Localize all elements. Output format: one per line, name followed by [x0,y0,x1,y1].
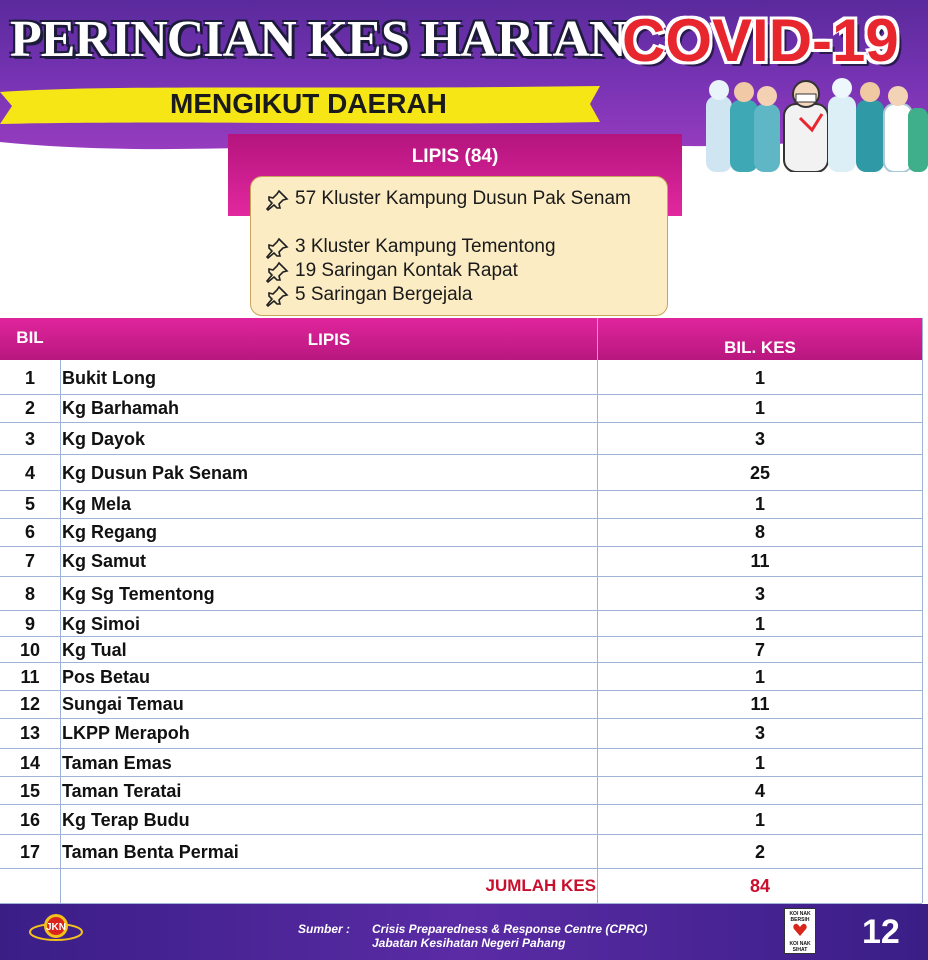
row-location: Sungai Temau [62,694,184,714]
table-row [0,490,922,518]
row-number: 7 [24,551,35,571]
row-location: Kg Simoi [62,614,141,634]
pin-icon [265,189,289,211]
row-case-count: 1 [754,398,765,418]
table-row [0,750,922,776]
row-case-count: 3 [754,723,765,743]
row-location: Kg Terap Budu [62,810,190,830]
summary-box [250,176,668,316]
row-divider [0,834,922,835]
column-header-bil-kes: BIL. KES [724,338,796,357]
row-location: Kg Sg Tementong [62,584,215,604]
row-case-count: 1 [754,810,765,830]
row-number: 17 [19,842,41,862]
row-case-count: 1 [754,614,765,634]
row-number: 15 [19,781,41,801]
jkn-logo [26,910,86,950]
table-row [0,836,922,868]
row-number: 10 [19,640,41,660]
row-number: 14 [19,753,41,773]
column-divider [597,318,598,903]
row-number: 12 [19,694,41,714]
table-row [0,690,922,718]
summary-item-text: 5 Saringan Bergejala [295,284,473,305]
table-row [0,664,922,690]
table-header [0,318,922,360]
row-location: Kg Dayok [62,429,146,449]
covid-title: COVID-19 [622,7,899,74]
total-label: JUMLAH KES [485,876,596,895]
row-case-count: 1 [754,753,765,773]
row-case-count: 7 [754,640,765,660]
row-number: 16 [19,810,41,830]
row-number: 4 [24,463,35,483]
summary-item-text: 3 Kluster Kampung Tementong [295,236,556,257]
row-location: Kg Regang [62,522,158,542]
row-location: Kg Barhamah [62,398,180,418]
row-case-count: 11 [750,551,770,571]
row-case-count: 11 [750,694,770,714]
row-location: Taman Emas [62,753,172,773]
column-header-lipis: LIPIS [307,330,351,349]
summary-item-text: 57 Kluster Kampung Dusun Pak Senam [295,188,631,209]
page-subtitle: MENGIKUT DAERAH [170,88,447,119]
row-location: Kg Tual [62,640,127,660]
summary-title: LIPIS (84) [411,146,499,167]
row-case-count: 25 [749,463,771,483]
heart-icon [793,923,807,937]
row-number: 2 [24,398,35,418]
table-row [0,394,922,422]
row-divider [0,662,922,663]
row-case-count: 1 [754,667,765,687]
source-line-2: Jabatan Kesihatan Negeri Pahang [372,936,566,950]
row-divider [0,454,922,455]
row-case-count: 4 [754,781,765,801]
column-divider [922,318,923,903]
table-row [0,362,922,394]
pin-icon [265,237,289,259]
row-location: Bukit Long [62,368,156,388]
table-row [0,546,922,576]
column-header-bil: BIL [16,328,44,347]
badge-bottom-text: KOI NAK SIHAT [789,941,811,953]
summary-item-text: 19 Saringan Kontak Rapat [295,260,518,281]
row-divider [0,776,922,777]
row-location: Kg Mela [62,494,132,514]
row-location: Taman Benta Permai [62,842,239,862]
healthcare-workers-illustration [700,74,928,172]
row-case-count: 3 [754,429,765,449]
row-number: 1 [24,368,35,388]
row-divider [0,610,922,611]
row-location: LKPP Merapoh [62,723,190,743]
table-row [0,424,922,454]
source-label: Sumber : [298,922,351,936]
row-case-count: 8 [754,522,765,542]
row-divider [0,576,922,577]
page-title: PERINCIAN KES HARIAN [10,11,626,68]
row-number: 5 [24,494,35,514]
table-row [0,578,922,610]
pin-icon [265,261,289,283]
row-divider [0,868,922,869]
table-row [0,612,922,636]
row-number: 8 [24,584,35,604]
svg-text:JKN: JKN [45,922,67,933]
row-divider [0,748,922,749]
row-case-count: 2 [754,842,765,862]
table-row [0,456,922,490]
table-row [0,806,922,834]
table-row [0,518,922,546]
row-location: Pos Betau [62,667,151,687]
row-divider [0,636,922,637]
badge-top-text: KOI NAK BERSIH [789,911,811,923]
table-row [0,718,922,748]
pin-icon [265,285,289,307]
total-value: 84 [749,876,771,896]
row-number: 11 [20,667,40,687]
row-location: Taman Teratai [62,781,182,801]
row-case-count: 3 [754,584,765,604]
table-row [0,778,922,804]
table-row [0,638,922,662]
row-number: 6 [24,522,35,542]
row-location: Kg Samut [62,551,147,571]
row-location: Kg Dusun Pak Senam [62,463,249,483]
source-line-1: Crisis Preparedness & Response Centre (CPRC) [372,922,648,936]
row-number: 13 [19,723,41,743]
row-case-count: 1 [754,368,765,388]
row-case-count: 1 [754,494,765,514]
row-number: 3 [24,429,35,449]
column-divider [60,360,61,903]
row-number: 9 [24,614,35,634]
page-number: 12 [862,913,900,951]
row-divider [0,804,922,805]
row-divider [0,422,922,423]
koi-nak-sihat-badge [784,908,816,954]
